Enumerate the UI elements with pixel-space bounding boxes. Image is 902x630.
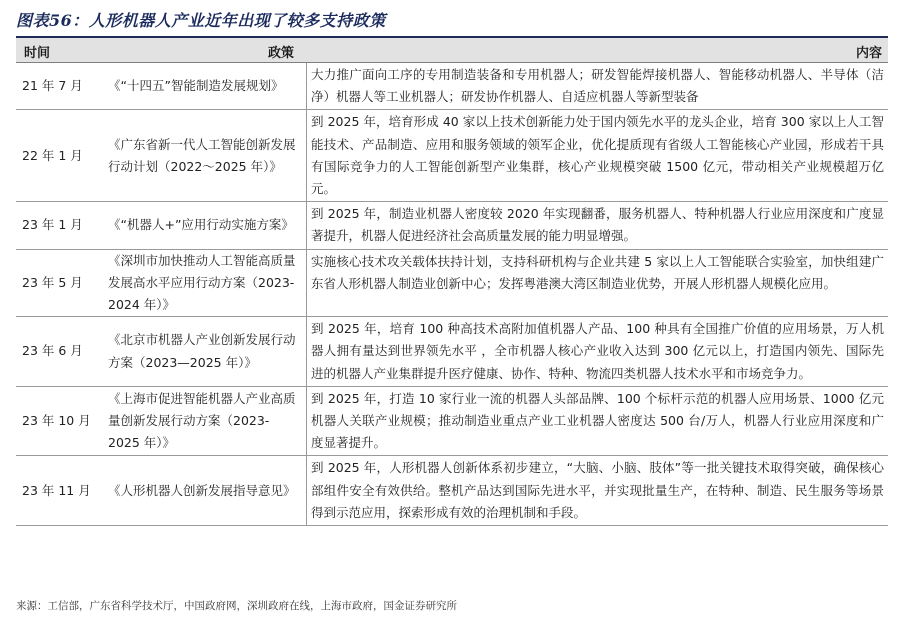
table-row — [16, 63, 888, 110]
table-header — [16, 36, 888, 63]
row-time: 22 年 1 月 — [22, 147, 83, 163]
table-row — [16, 202, 888, 249]
row-time: 23 年 11 月 — [22, 482, 91, 498]
row-policy: 《北京市机器人产业创新发展行动方案（2023—2025 年）》 — [108, 332, 296, 370]
table-row — [16, 250, 888, 318]
row-content: 大力推广面向工序的专用制造装备和专用机器人；研发智能焊接机器人、智能移动机器人、半导体（洁净）机器人等工业机器人；研发协作机器人、自适应机器人等新型装备 — [306, 63, 888, 109]
row-content: 到 2025 年，培育形成 40 家以上技术创新能力处于国内领先水平的龙头企业，培育 300 家以上人工智能技术、产品制造、应用和服务领域的领军企业，优化提质现有省级人工智能核心产业园，形成若干具有国际竞争力的人工智能创新型产业集群，核心产业规模突破 1500 亿元，带动相关产业规模超万亿元。 — [306, 110, 888, 201]
row-policy: 《“机器人+”应用行动实施方案》 — [108, 217, 294, 233]
row-policy: 《上海市促进智能机器人产业高质量创新发展行动方案（2023-2025 年）》 — [108, 390, 296, 451]
row-content: 实施核心技术攻关载体扶持计划，支持科研机构与企业共建 5 家以上人工智能联合实验室，加快组建广东省人形机器人制造业创新中心；发挥粤港澳大湾区制造业优势，开展人形机器人规模化应用。 — [306, 250, 888, 317]
table-row — [16, 456, 888, 526]
source-note: 来源：工信部，广东省科学技术厅，中国政府网，深圳政府在线，上海市政府，国金证券研究所 — [16, 600, 457, 612]
header-content: 内容 — [855, 46, 882, 61]
row-time: 23 年 5 月 — [22, 274, 83, 290]
row-content: 到 2025 年，培育 100 种高技术高附加值机器人产品、100 种具有全国推广价值的应用场景，万人机器人拥有量达到世界领先水平 ，全市机器人核心产业收入达到 300 亿元以上，打造国内领先、国际先进的机器人产业集群提升医疗健康、协作、特种、物流四类机器人技术水平和市场竞争力。 — [306, 317, 888, 386]
row-policy: 《深圳市加快推动人工智能高质量发展高水平应用行动方案（2023-2024 年）》 — [108, 252, 296, 313]
row-time: 23 年 10 月 — [22, 413, 91, 429]
figure-title: 图表56：人形机器人产业近年出现了较多支持政策 — [16, 11, 386, 30]
row-content: 到 2025 年，制造业机器人密度较 2020 年实现翻番，服务机器人、特种机器人行业应用深度和广度显著提升，机器人促进经济社会高质量发展的能力明显增强。 — [306, 202, 888, 248]
row-content: 到 2025 年，打造 10 家行业一流的机器人头部品牌、100 个标杆示范的机器人应用场景、1000 亿元机器人关联产业规模；推动制造业重点产业工业机器人密度达 500 台/万人，机器人行业应用深度和广度显著提升。 — [306, 387, 888, 456]
row-policy: 《广东省新一代人工智能创新发展行动计划（2022～2025 年）》 — [108, 136, 296, 174]
row-time: 21 年 7 月 — [22, 78, 83, 94]
row-time: 23 年 6 月 — [22, 343, 83, 359]
row-content: 到 2025 年，人形机器人创新体系初步建立，“大脑、小脑、肢体”等一批关键技术取得突破，确保核心部组件安全有效供给。整机产品达到国际先进水平，并实现批量生产，在特种、制造、民生服务等场景得到示范应用，探索形成有效的治理机制和手段。 — [306, 456, 888, 525]
header-policy: 政策 — [268, 46, 295, 61]
table-row — [16, 387, 888, 457]
row-policy: 《人形机器人创新发展指导意见》 — [108, 482, 296, 498]
table-row — [16, 317, 888, 387]
policy-table — [16, 36, 888, 526]
header-time: 时间 — [24, 46, 51, 61]
table-row — [16, 110, 888, 202]
row-policy: 《“十四五”智能制造发展规划》 — [108, 78, 284, 94]
row-time: 23 年 1 月 — [22, 217, 83, 233]
